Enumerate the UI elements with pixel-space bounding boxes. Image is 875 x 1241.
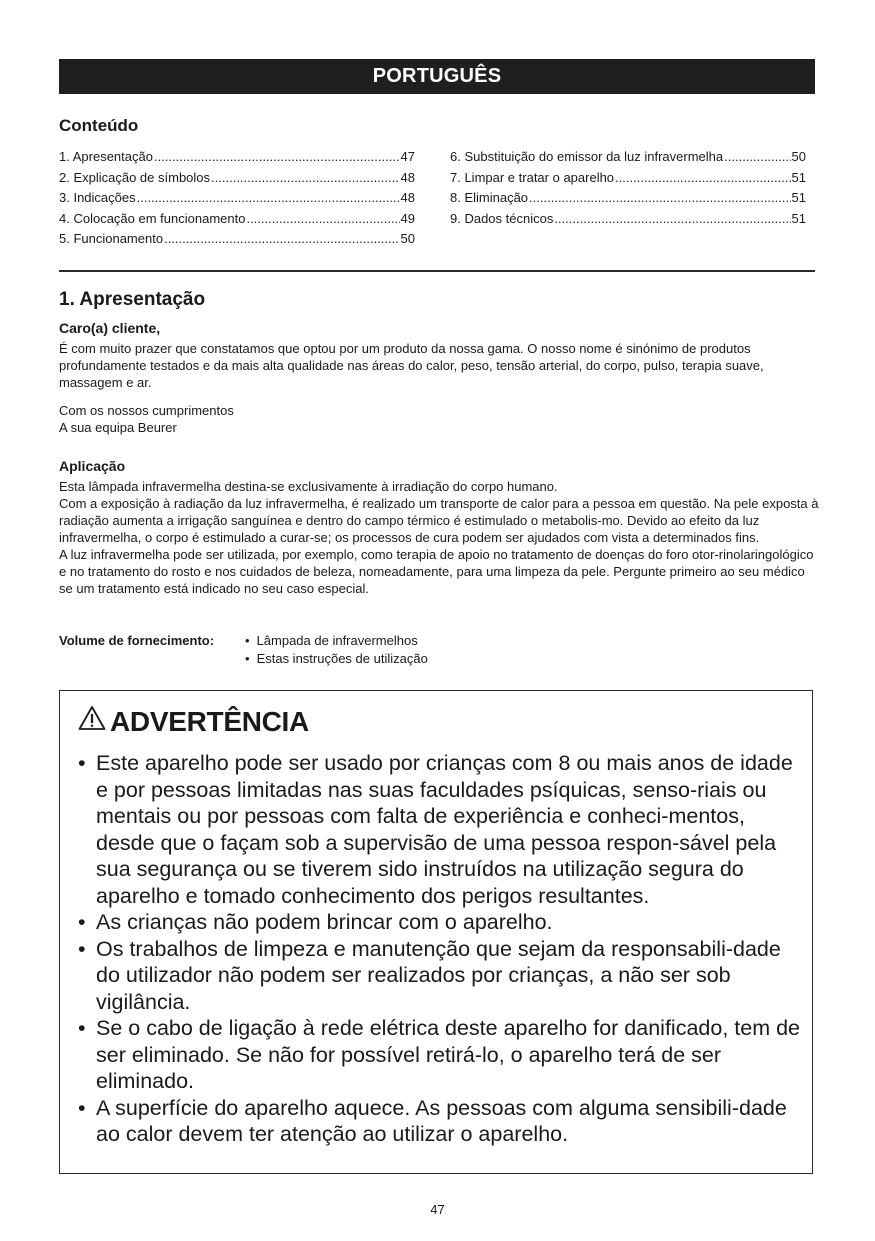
toc-entry-page: 51	[791, 169, 806, 185]
warning-triangle-icon	[78, 705, 110, 738]
warning-title: ADVERTÊNCIA	[110, 705, 309, 737]
toc-entry-label: 5. Funcionamento	[59, 231, 164, 246]
signature-block	[59, 402, 819, 436]
warning-item: • Se o cabo de ligação à rede elétrica deste aparelho for danificado, tem de ser eliminado. Se não for possível retirá-lo, o aparelho terá de ser eliminado.	[78, 1015, 800, 1095]
warning-item: • A superfície do aparelho aquece. As pessoas com alguma sensibili-dade ao calor devem ter atenção ao utilizar o aparelho.	[78, 1095, 800, 1148]
toc-entry-page: 48	[400, 190, 415, 205]
greeting-block	[59, 320, 819, 391]
toc-entry[interactable]	[450, 188, 806, 209]
application-paragraph: Com a exposição à radiação da luz infravermelha, é realizado um transporte de calor para a pessoa em questão. Na pele exposta à radiação aumenta a irrigação sanguínea e dentro do campo térmico é estimulado o metabolis-mo. Devido ao efeito da luz infravermelha, o corpo é estimulado a curar-se; os processos de cura podem ser ajudados com vista a determinados fins.	[59, 496, 819, 545]
toc-entry[interactable]	[450, 209, 806, 230]
intro-paragraph: É com muito prazer que constatamos que optou por um produto da nossa gama. O nosso nome é sinónimo de produtos profundamente testados e da mais alta qualidade nas áreas do calor, peso, tensão arterial, do corpo, pulso, terapia suave, massagem e ar.	[59, 341, 764, 390]
toc-entry-label: 1. Apresentação	[59, 149, 153, 164]
toc-entry-label: 6. Substituição do emissor da luz infravermelha	[450, 149, 724, 164]
toc-entry-label: 4. Colocação em funcionamento	[59, 210, 246, 226]
warning-heading	[78, 705, 309, 738]
signature-text: A sua equipa Beurer	[59, 420, 177, 435]
page-number: 47	[430, 1202, 445, 1217]
application-paragraph: A luz infravermelha pode ser utilizada, por exemplo, como terapia de apoio no tratamento de doenças do foro otor-rinolaringológico e no tratamento do rosto e nos cuidados de beleza, nomeadamente, para uma limpeza da pele. Pergunte primeiro ao seu médico se um tratamento está indicado no seu caso especial.	[59, 547, 814, 596]
delivery-item: • Estas instruções de utilização	[245, 650, 428, 668]
delivery-item: • Lâmpada de infravermelhos	[245, 632, 428, 650]
toc-entry-label: 8. Eliminação	[450, 190, 529, 205]
toc-entry-page: 50	[400, 231, 415, 246]
warning-list	[78, 750, 800, 1148]
section-divider	[59, 270, 815, 272]
warning-item: • Os trabalhos de limpeza e manutenção que sejam da responsabili-dade do utilizador não podem ser realizados por crianças, a não ser sob vigilância.	[78, 936, 800, 1016]
toc-entry-page: 51	[791, 210, 806, 226]
toc-entry[interactable]	[59, 188, 415, 209]
toc-entry[interactable]	[450, 168, 806, 189]
application-heading: Aplicação	[59, 458, 126, 474]
toc-title: Conteúdo	[59, 116, 139, 135]
toc-entry-label: 3. Indicações	[59, 190, 136, 205]
toc-entry[interactable]	[59, 147, 415, 168]
delivery-label: Volume de fornecimento:	[59, 633, 215, 648]
application-block	[59, 458, 819, 597]
toc-entry-page: 49	[400, 210, 415, 226]
regards-text: Com os nossos cumprimentos	[59, 403, 234, 418]
delivery-volume	[59, 632, 428, 668]
language-banner: PORTUGUÊS	[59, 59, 815, 94]
toc-entry-label: 7. Limpar e tratar o aparelho	[450, 169, 615, 185]
toc-entry-page: 51	[791, 190, 806, 205]
toc-entry-page: 47	[400, 149, 415, 164]
toc-entry[interactable]	[450, 147, 806, 168]
toc-entry-page: 50	[791, 149, 806, 164]
delivery-list	[245, 632, 428, 668]
toc-entry[interactable]	[59, 229, 415, 250]
toc-entry-page: 48	[400, 169, 415, 185]
warning-item: • Este aparelho pode ser usado por crianças com 8 ou mais anos de idade e por pessoas limitadas nas suas faculdades psíquicas, senso-riais ou mentais ou por pessoas com falta de experiência e conheci-mentos, desde que o façam sob a supervisão de uma pessoa respon-sável pela sua segurança ou se tiverem sido instruídos na utilização segura do aparelho e tomado conhecimento dos perigos resultantes.	[78, 750, 800, 909]
toc-left-column	[59, 147, 415, 250]
toc-entry[interactable]	[59, 209, 415, 230]
toc-entry-label: 9. Dados técnicos	[450, 210, 554, 226]
warning-box	[59, 690, 813, 1174]
warning-item: • As crianças não podem brincar com o aparelho.	[78, 909, 800, 936]
application-paragraph: Esta lâmpada infravermelha destina-se exclusivamente à irradiação do corpo humano.	[59, 479, 558, 494]
section-title: 1. Apresentação	[59, 289, 206, 310]
toc-right-column	[450, 147, 806, 229]
greeting-heading: Caro(a) cliente,	[59, 320, 161, 336]
toc-entry-label: 2. Explicação de símbolos	[59, 169, 211, 185]
toc-entry[interactable]	[59, 168, 415, 189]
